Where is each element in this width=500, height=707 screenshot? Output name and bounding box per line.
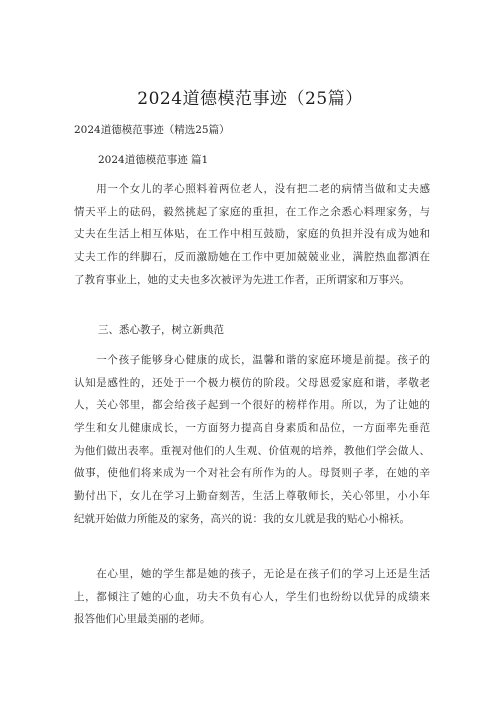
paragraph-line: 丈夫工作的绊脚石，反而激励她在工作中更加兢兢业业，满腔热血都洒在 [74, 251, 430, 264]
paragraph-line: 报答他们心里最美丽的老师。 [74, 613, 211, 626]
paragraph-2 [74, 349, 430, 531]
paragraph-line: 一个孩子能够身心健康的成长，温馨和谐的家庭环境是前提。孩子的 [74, 354, 430, 366]
document-subtitle: 2024道德模范事迹（精选25篇） [74, 124, 230, 136]
paragraph-1 [74, 178, 430, 291]
heading-3: 三、悉心教子，树立新典范 [98, 324, 224, 336]
paragraph-line: 学生和女儿健康成长，一方面努力提高自身素质和品位，一方面率先垂范 [74, 422, 430, 435]
section-heading: 2024道德模范事迹 篇1 [98, 154, 209, 166]
paragraph-line: 情天平上的砝码，毅然挑起了家庭的重担，在工作之余悉心料理家务，与 [74, 205, 430, 218]
paragraph-line: 勤付出下，女儿在学习上勤奋刻苦，生活上尊敬师长，关心邻里，小小年 [74, 490, 430, 503]
paragraph-line: 认知是感性的，还处于一个极力模仿的阶段。父母恩爱家庭和谐，孝敬老 [74, 376, 430, 389]
paragraph-line: 做事，使他们将来成为一个对社会有所作为的人。母贤则子孝，在她的辛 [74, 467, 430, 480]
paragraph-line: 丈夫在生活上相互体贴，在工作中相互鼓励，家庭的负担并没有成为她和 [74, 228, 430, 241]
paragraph-line: 在心里，她的学生都是她的孩子，无论是在孩子们的学习上还是生活 [74, 568, 430, 580]
paragraph-3 [74, 563, 430, 631]
paragraph-line: 纪就开始做力所能及的家务，高兴的说：我的女儿就是我的贴心小棉袄。 [74, 512, 410, 525]
document-title: 2024道德模范事迹（25篇） [137, 89, 363, 109]
paragraph-line: 用一个女儿的孝心照料着两位老人，没有把二老的病情当做和丈夫感 [74, 183, 430, 195]
paragraph-line: 了教育事业上，她的丈夫也多次被评为先进工作者，正所谓家和万事兴。 [74, 273, 410, 286]
paragraph-line: 为他们做出表率。重视对他们的人生观、价值观的培养，教他们学会做人、 [74, 444, 430, 457]
paragraph-line: 人，关心邻里，都会给孩子起到一个很好的榜样作用。所以，为了让她的 [74, 399, 430, 412]
paragraph-line: 上，都倾注了她的心血，功夫不负有心人，学生们也纷纷以优异的成绩来 [74, 590, 430, 603]
